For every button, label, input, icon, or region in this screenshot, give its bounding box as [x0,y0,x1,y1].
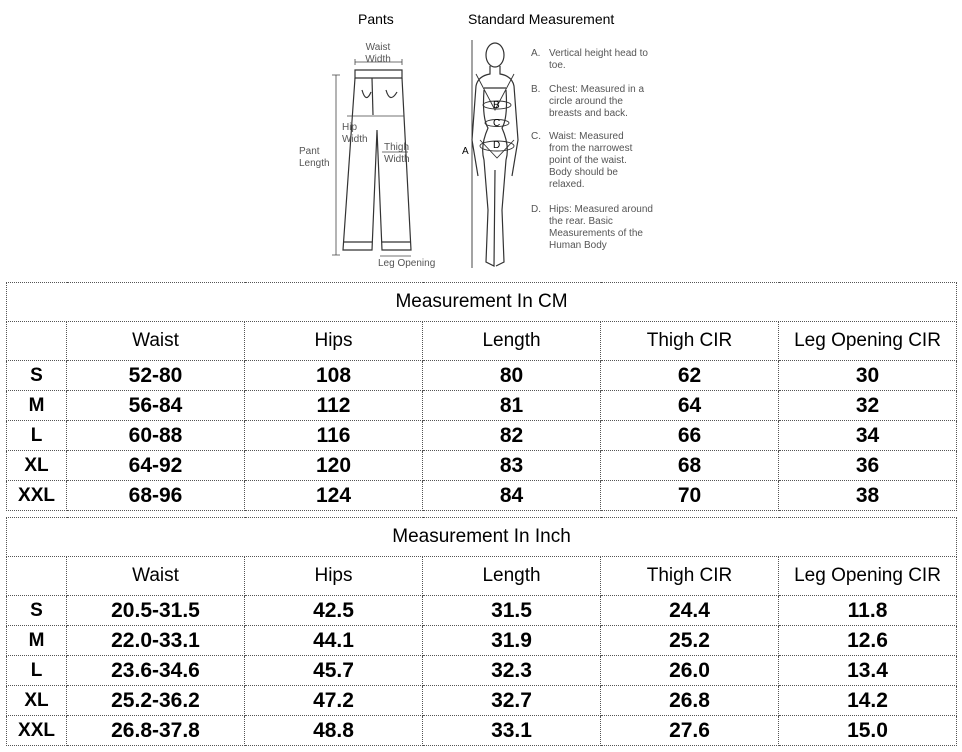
size-cell: L [7,656,67,686]
cm-header-row [7,322,957,361]
length-cell: 31.9 [423,626,601,656]
table-row [7,361,957,391]
header-thigh: Thigh CIR [601,322,779,361]
table-row [7,421,957,451]
length-cell: 81 [423,391,601,421]
note-a: A. Vertical height head to toe. [531,48,648,71]
inch-size-table [6,517,957,746]
thigh-cell: 62 [601,361,779,391]
pant-length-label: Pant Length [299,146,330,169]
thigh-cell: 66 [601,421,779,451]
header-size [7,557,67,596]
leg-opening-cell: 36 [779,451,957,481]
leg-opening-cell: 38 [779,481,957,511]
length-cell: 83 [423,451,601,481]
waist-cell: 26.8-37.8 [67,716,245,746]
inch-table-title: Measurement In Inch [7,518,957,557]
table-row [7,451,957,481]
thigh-cell: 26.0 [601,656,779,686]
leg-opening-cell: 13.4 [779,656,957,686]
header-waist: Waist [67,557,245,596]
thigh-cell: 26.8 [601,686,779,716]
table-row [7,656,957,686]
hips-cell: 124 [245,481,423,511]
header-leg-opening: Leg Opening CIR [779,322,957,361]
body-drawing [472,43,518,266]
waist-cell: 23.6-34.6 [67,656,245,686]
note-c: C. Waist: Measured from the narrowest point of the waist. Body should be relaxed. [531,131,633,190]
body-marker-c: C [493,118,501,129]
waist-cell: 60-88 [67,421,245,451]
illustration-drawing [0,0,962,280]
header-hips: Hips [245,322,423,361]
waist-cell: 64-92 [67,451,245,481]
hips-cell: 42.5 [245,596,423,626]
header-leg-opening: Leg Opening CIR [779,557,957,596]
leg-opening-cell: 11.8 [779,596,957,626]
hip-width-label: Hip Width [342,122,368,145]
leg-opening-cell: 34 [779,421,957,451]
leg-opening-cell: 32 [779,391,957,421]
length-cell: 32.3 [423,656,601,686]
table-row [7,391,957,421]
hips-cell: 47.2 [245,686,423,716]
waist-cell: 68-96 [67,481,245,511]
hips-cell: 44.1 [245,626,423,656]
table-row [7,686,957,716]
size-cell: M [7,626,67,656]
size-cell: XL [7,686,67,716]
size-cell: XL [7,451,67,481]
size-cell: S [7,361,67,391]
leg-opening-label: Leg Opening [378,258,436,269]
hips-cell: 116 [245,421,423,451]
length-cell: 33.1 [423,716,601,746]
size-cell: XXL [7,481,67,511]
standard-measurement-title: Standard Measurement [468,11,615,27]
table-row [7,481,957,511]
size-cell: L [7,421,67,451]
table-row [7,626,957,656]
thigh-cell: 68 [601,451,779,481]
length-cell: 80 [423,361,601,391]
length-cell: 84 [423,481,601,511]
hips-cell: 120 [245,451,423,481]
inch-header-row [7,557,957,596]
leg-opening-cell: 12.6 [779,626,957,656]
pants-title: Pants [358,11,394,27]
header-waist: Waist [67,322,245,361]
hips-cell: 108 [245,361,423,391]
hips-cell: 48.8 [245,716,423,746]
waist-cell: 52-80 [67,361,245,391]
waist-cell: 25.2-36.2 [67,686,245,716]
note-d: D. Hips: Measured around the rear. Basic Measurements of the Human Body [531,204,653,251]
thigh-width-label: Thigh Width [384,142,410,165]
leg-opening-cell: 30 [779,361,957,391]
body-marker-b: B [493,100,500,111]
thigh-cell: 27.6 [601,716,779,746]
waist-cell: 56-84 [67,391,245,421]
leg-opening-cell: 15.0 [779,716,957,746]
hips-cell: 112 [245,391,423,421]
leg-opening-cell: 14.2 [779,686,957,716]
header-length: Length [423,322,601,361]
header-length: Length [423,557,601,596]
waist-cell: 22.0-33.1 [67,626,245,656]
table-row [7,716,957,746]
size-cell: S [7,596,67,626]
body-marker-d: D [493,140,501,151]
header-thigh: Thigh CIR [601,557,779,596]
cm-table-title: Measurement In CM [7,283,957,322]
size-cell: M [7,391,67,421]
header-size [7,322,67,361]
size-cell: XXL [7,716,67,746]
thigh-cell: 70 [601,481,779,511]
measurement-illustration [0,0,962,280]
thigh-cell: 25.2 [601,626,779,656]
header-hips: Hips [245,557,423,596]
thigh-cell: 64 [601,391,779,421]
table-row [7,596,957,626]
length-cell: 32.7 [423,686,601,716]
cm-size-table [6,282,957,511]
waist-cell: 20.5-31.5 [67,596,245,626]
waist-width-label: Waist Width [365,42,391,65]
hips-cell: 45.7 [245,656,423,686]
body-marker-a: A [462,146,469,157]
thigh-cell: 24.4 [601,596,779,626]
length-cell: 31.5 [423,596,601,626]
length-cell: 82 [423,421,601,451]
note-b: B. Chest: Measured in a circle around the breasts and back. [531,84,645,119]
